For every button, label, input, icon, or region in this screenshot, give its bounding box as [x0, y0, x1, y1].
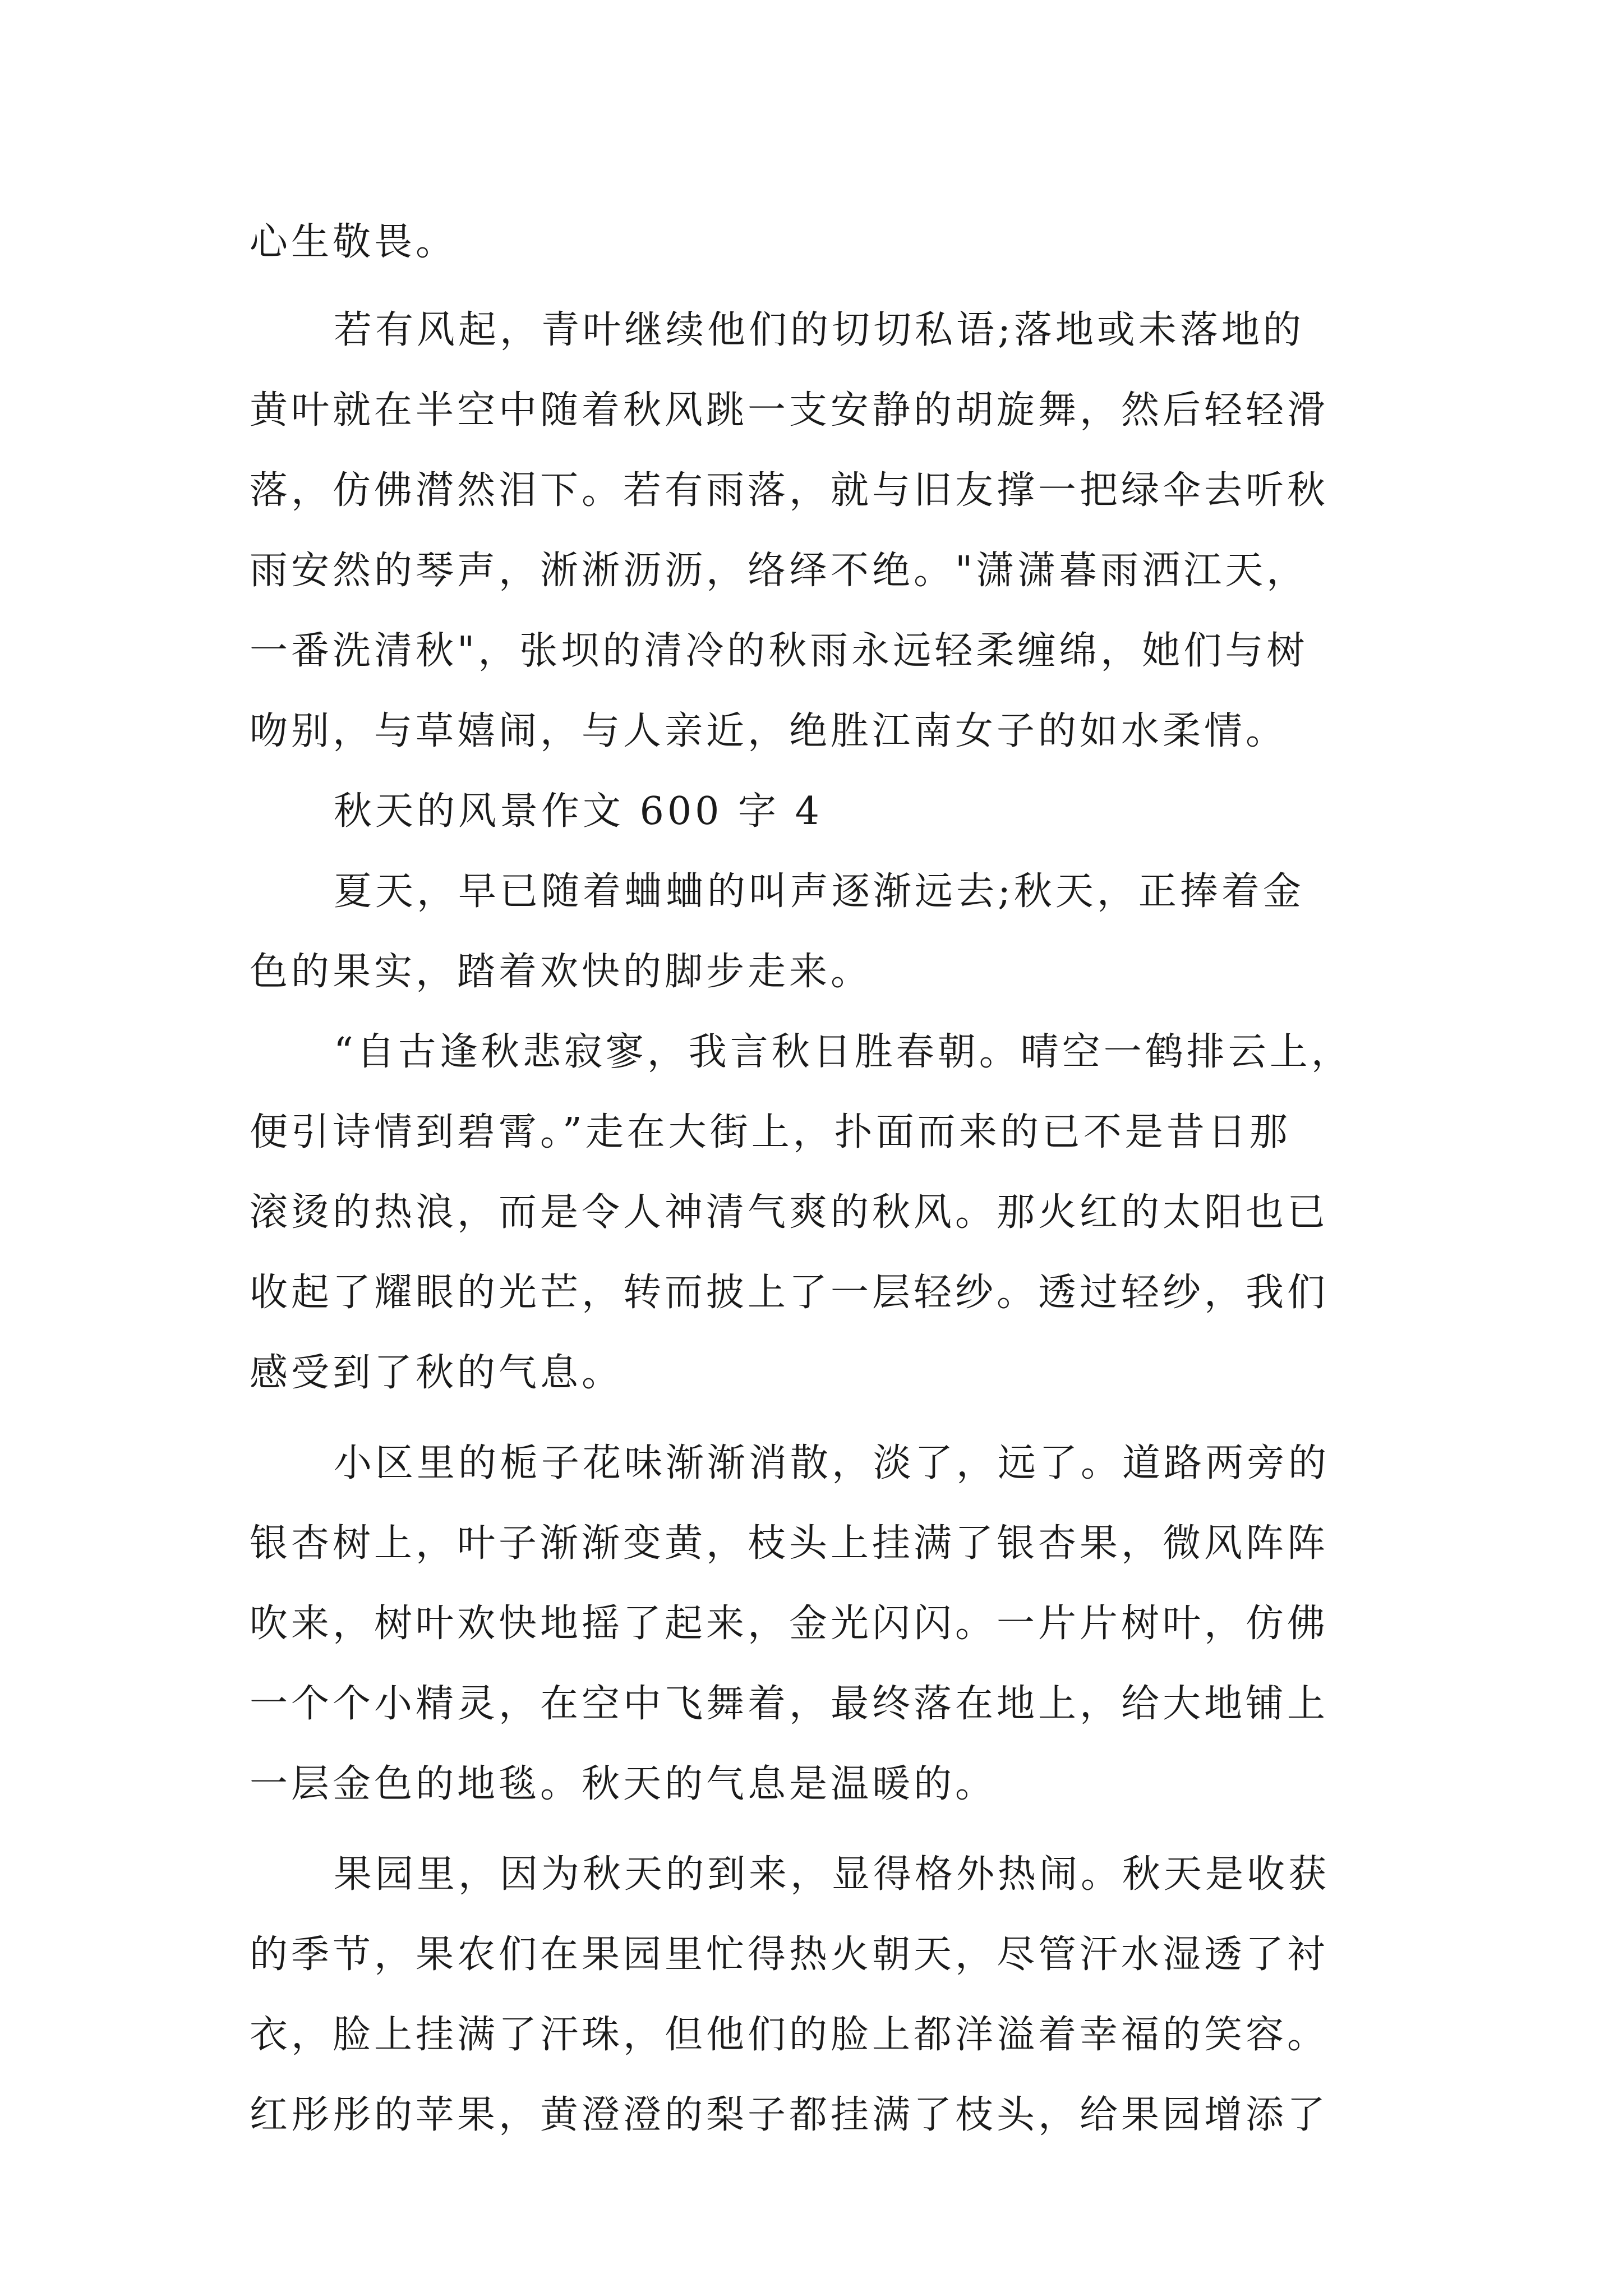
text-line: 小区里的栀子花味渐渐消散，淡了，远了。道路两旁的 — [334, 1441, 1330, 1485]
text-line: 心生敬畏。 — [250, 220, 458, 264]
text-line: 色的果实，踏着欢快的脚步走来。 — [250, 950, 873, 994]
text-line: 的季节，果农们在果园里忙得热火朝天，尽管汗水湿透了衬 — [250, 1932, 1329, 1977]
text-line: 银杏树上，叶子渐渐变黄，枝头上挂满了银杏果，微风阵阵 — [250, 1521, 1329, 1566]
text-line: 衣，脸上挂满了汗珠，但他们的脸上都洋溢着幸福的笑容。 — [250, 2013, 1329, 2057]
text-line: 收起了耀眼的光芒，转而披上了一层轻纱。透过轻纱，我们 — [250, 1271, 1329, 1315]
section-heading: 秋天的风景作文 600 字 4 — [334, 789, 823, 834]
text-line: 感受到了秋的气息。 — [250, 1351, 624, 1395]
essay-body — [250, 202, 1399, 2155]
text-line: 落，仿佛潸然泪下。若有雨落，就与旧友撑一把绿伞去听秋 — [250, 468, 1329, 513]
text-line: 一个个小精灵，在空中飞舞着，最终落在地上，给大地铺上 — [250, 1682, 1329, 1726]
text-line: 滚烫的热浪，而是令人神清气爽的秋风。那火红的太阳也已 — [250, 1190, 1329, 1235]
text-line: 吻别，与草嬉闹，与人亲近，绝胜江南女子的如水柔情。 — [250, 709, 1288, 753]
text-line: 吹来，树叶欢快地摇了起来，金光闪闪。一片片树叶，仿佛 — [250, 1602, 1329, 1646]
text-line: 雨安然的琴声，淅淅沥沥，络绎不绝。"潇潇暮雨洒江天， — [250, 549, 1308, 593]
text-line: 若有风起，青叶继续他们的切切私语;落地或未落地的 — [334, 308, 1304, 352]
text-line: 果园里，因为秋天的到来，显得格外热闹。秋天是收获 — [334, 1852, 1330, 1897]
text-line: 红彤彤的苹果，黄澄澄的梨子都挂满了枝头，给果园增添了 — [250, 2093, 1329, 2137]
text-line: 一层金色的地毯。秋天的气息是温暖的。 — [250, 1762, 997, 1806]
text-line: 一番洗清秋"，张坝的清冷的秋雨永远轻柔缠绵，她们与树 — [250, 629, 1308, 673]
text-line: 便引诗情到碧霄。”走在大街上，扑面而来的已不是昔日那 — [250, 1110, 1291, 1154]
text-line: “自古逢秋悲寂寥，我言秋日胜春朝。晴空一鹤排云上， — [334, 1030, 1353, 1074]
text-line: 夏天，早已随着蛐蛐的叫声逐渐远去;秋天，正捧着金 — [334, 869, 1304, 914]
text-line: 黄叶就在半空中随着秋风跳一支安静的胡旋舞，然后轻轻滑 — [250, 388, 1329, 432]
